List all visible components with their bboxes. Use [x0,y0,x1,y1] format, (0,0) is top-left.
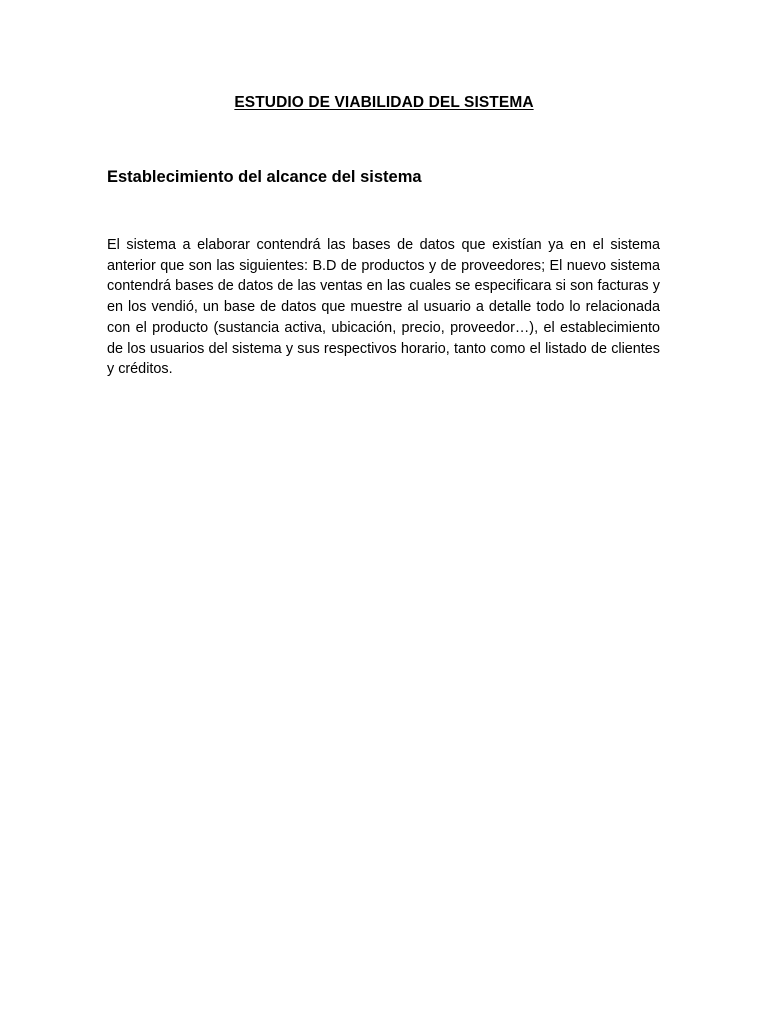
body-paragraph: El sistema a elaborar contendrá las bases de datos que existían ya en el sistema anterior que son las siguientes: B.D de productos y de proveedores; El nuevo sistema contendrá bases de datos de las ventas en las cuales se especificara si son facturas y en los vendió, un base de datos que muestre al usuario a detalle todo lo relacionada con el producto (sustancia activa, ubicación, precio, proveedor…), el establecimiento de los usuarios del sistema y sus respectivos horario, tanto como el listado de clientes y créditos. [107,237,660,378]
document-title: ESTUDIO DE VIABILIDAD DEL SISTEMA [234,94,534,111]
section-heading: Establecimiento del alcance del sistema [107,168,422,186]
